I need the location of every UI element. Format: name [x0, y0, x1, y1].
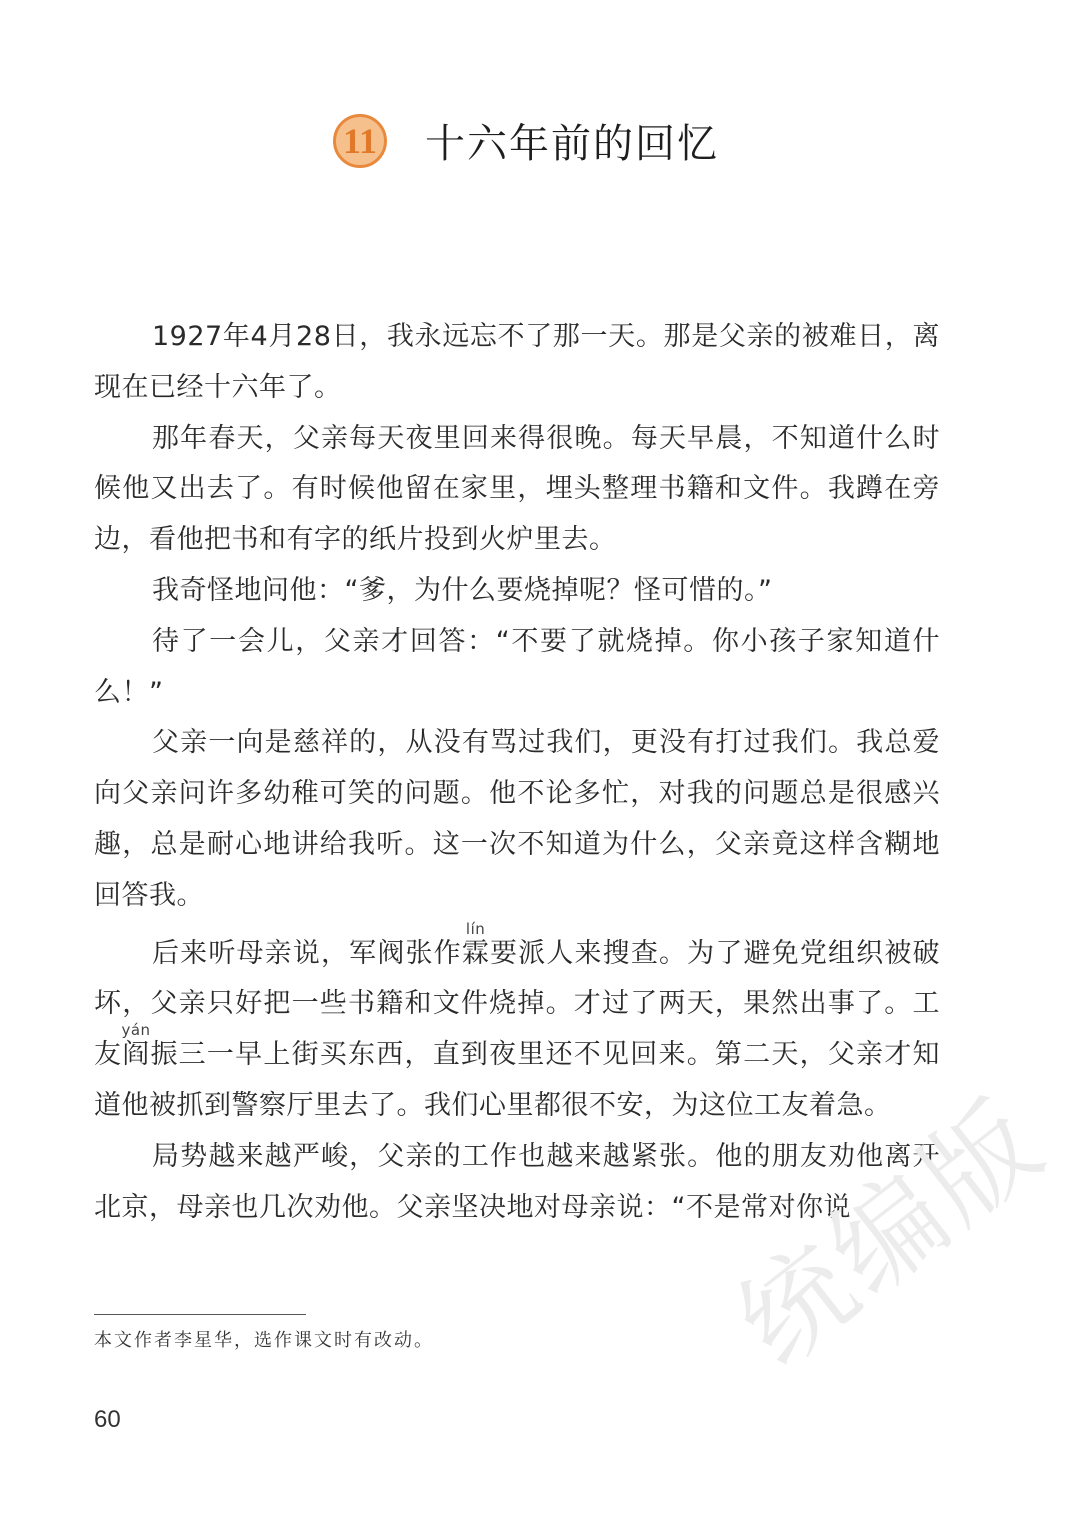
- lin-pinyin: lín: [461, 919, 490, 938]
- yan-pinyin: yán: [121, 1021, 151, 1040]
- paragraph-5: 父亲一向是慈祥的，从没有骂过我们，更没有打过我们。我总爱向父亲问许多幼稚可笑的问题。他不论多忙，对我的问题总是很感兴趣，总是耐心地讲给我听。这一次不知道为什么，父亲竟这样含糊地回答我。: [94, 727, 940, 911]
- watermark: 统编版: [714, 1074, 1068, 1390]
- ruby-lin: [461, 919, 491, 969]
- footnote-divider: [94, 1314, 306, 1315]
- page-title: [0, 112, 1080, 169]
- lin-character: 霖: [461, 937, 491, 969]
- paragraph-6: [94, 919, 941, 1132]
- lesson-body: [94, 312, 940, 1233]
- footnote: 本文作者李星华，选作课文时有改动。: [94, 1330, 434, 1351]
- paragraph-3: 我奇怪地问他：“爹，为什么要烧掉呢？怪可惜的。”: [152, 574, 773, 606]
- paragraph-6-part-c: 振三一早上街买东西，直到夜里还不见回来。第二天，父亲才知道他被抓到警察厅里去了。我们心里都很不安，为这位工友着急。: [94, 1039, 940, 1121]
- paragraph-6-part-a: 后来听母亲说，军阀张作: [152, 937, 462, 969]
- paragraph-1: 1927年4月28日，我永远忘不了那一天。那是父亲的被难日，离现在已经十六年了。: [94, 321, 940, 403]
- lesson-title: 十六年前的回忆: [425, 121, 719, 167]
- paragraph-7: 局势越来越严峻，父亲的工作也越来越紧张。他的朋友劝他离开北京，母亲也几次劝他。父亲坚决地对母亲说：“不是常对你说: [94, 1140, 940, 1223]
- lesson-number-badge: 11: [333, 114, 387, 168]
- ruby-yan: [121, 1021, 151, 1071]
- paragraph-2: 那年春天，父亲每天夜里回来得很晚。每天早晨，不知道什么时候他又出去了。有时候他留在家里，埋头整理书籍和文件。我蹲在旁边，看他把书和有字的纸片投到火炉里去。: [94, 422, 940, 556]
- yan-character: 阎: [121, 1039, 151, 1071]
- page-number: 60: [94, 1406, 121, 1433]
- paragraph-4: 待了一会儿，父亲才回答：“不要了就烧掉。你小孩子家知道什么！”: [94, 625, 940, 708]
- paragraph-6-part-b: 要派人来搜查。为了避免党组织被破坏，父亲只好把一些书籍和文件烧掉。才过了两天，果然出事了。工友: [94, 937, 941, 1071]
